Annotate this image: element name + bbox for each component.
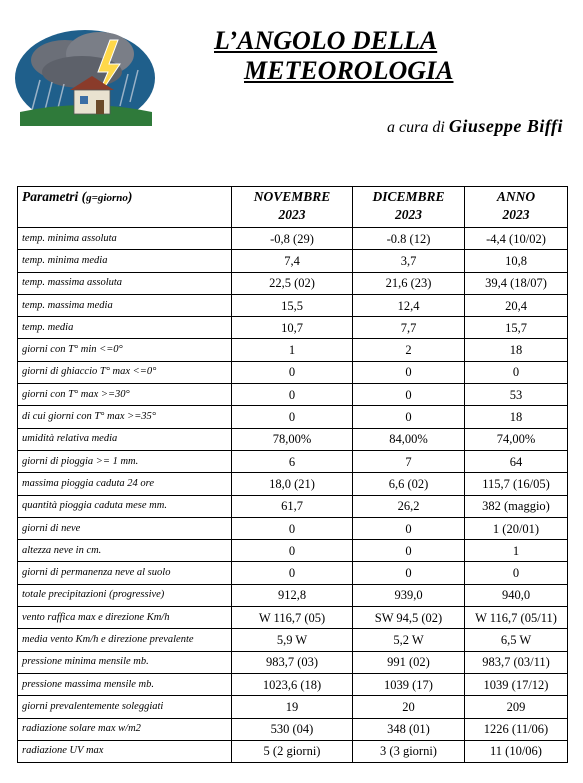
row-value: 15,7 bbox=[465, 317, 568, 339]
table-row bbox=[18, 673, 568, 695]
row-label: massima pioggia caduta 24 ore bbox=[18, 473, 232, 495]
row-label: giorni di ghiaccio T° max <=0° bbox=[18, 361, 232, 383]
row-label: temp. massima assoluta bbox=[18, 272, 232, 294]
column-header-parametri bbox=[18, 187, 232, 228]
row-label: temp. massima media bbox=[18, 294, 232, 316]
row-value: 1 bbox=[232, 339, 353, 361]
table-row bbox=[18, 584, 568, 606]
table-row bbox=[18, 517, 568, 539]
table-row bbox=[18, 740, 568, 762]
param-header-text: Parametri ( bbox=[22, 189, 87, 204]
table-row bbox=[18, 228, 568, 250]
row-value: -0.8 (12) bbox=[353, 228, 465, 250]
row-value: 983,7 (03/11) bbox=[465, 651, 568, 673]
param-header-note: g=giorno bbox=[86, 192, 128, 204]
row-value: 61,7 bbox=[232, 495, 353, 517]
table-row bbox=[18, 317, 568, 339]
table-row bbox=[18, 495, 568, 517]
row-value: 11 (10/06) bbox=[465, 740, 568, 762]
row-value: 0 bbox=[353, 384, 465, 406]
table-row bbox=[18, 294, 568, 316]
row-value: 1 (20/01) bbox=[465, 517, 568, 539]
row-label: di cui giorni con T° max >=35° bbox=[18, 406, 232, 428]
row-value: 18,0 (21) bbox=[232, 473, 353, 495]
row-label: giorni con T° max >=30° bbox=[18, 384, 232, 406]
row-value: 0 bbox=[232, 562, 353, 584]
table-row bbox=[18, 384, 568, 406]
row-label: vento raffica max e direzione Km/h bbox=[18, 607, 232, 629]
byline-author: Giuseppe Biffi bbox=[448, 116, 563, 136]
column-header-anno: ANNO 2023 bbox=[465, 187, 568, 228]
row-value: W 116,7 (05) bbox=[232, 607, 353, 629]
row-label: altezza neve in cm. bbox=[18, 540, 232, 562]
row-value: 991 (02) bbox=[353, 651, 465, 673]
row-value: 18 bbox=[465, 339, 568, 361]
row-value: 0 bbox=[465, 562, 568, 584]
row-value: 7 bbox=[353, 450, 465, 472]
row-label: giorni di permanenza neve al suolo bbox=[18, 562, 232, 584]
row-value: 1039 (17) bbox=[353, 673, 465, 695]
row-value: 5 (2 giorni) bbox=[232, 740, 353, 762]
row-value: 6 bbox=[232, 450, 353, 472]
row-value: 10,7 bbox=[232, 317, 353, 339]
row-value: 20 bbox=[353, 696, 465, 718]
title-line-2: METEOROLOGIA bbox=[244, 56, 454, 85]
table-row bbox=[18, 629, 568, 651]
row-value: W 116,7 (05/11) bbox=[465, 607, 568, 629]
row-value: 5,2 W bbox=[353, 629, 465, 651]
row-label: radiazione UV max bbox=[18, 740, 232, 762]
row-value: 6,6 (02) bbox=[353, 473, 465, 495]
row-value: 0 bbox=[353, 517, 465, 539]
row-label: temp. minima assoluta bbox=[18, 228, 232, 250]
table-row bbox=[18, 406, 568, 428]
row-value: 983,7 (03) bbox=[232, 651, 353, 673]
row-value: 115,7 (16/05) bbox=[465, 473, 568, 495]
row-value: 348 (01) bbox=[353, 718, 465, 740]
row-value: 0 bbox=[353, 562, 465, 584]
table-row bbox=[18, 696, 568, 718]
row-value: 78,00% bbox=[232, 428, 353, 450]
row-value: 912,8 bbox=[232, 584, 353, 606]
row-label: temp. minima media bbox=[18, 250, 232, 272]
column-header-dicembre: DICEMBRE 2023 bbox=[353, 187, 465, 228]
row-value: 20,4 bbox=[465, 294, 568, 316]
row-value: 940,0 bbox=[465, 584, 568, 606]
row-value: 1226 (11/06) bbox=[465, 718, 568, 740]
row-label: giorni di pioggia >= 1 mm. bbox=[18, 450, 232, 472]
row-value: 26,2 bbox=[353, 495, 465, 517]
row-label: media vento Km/h e direzione prevalente bbox=[18, 629, 232, 651]
row-value: 53 bbox=[465, 384, 568, 406]
row-value: 39,4 (18/07) bbox=[465, 272, 568, 294]
weather-storm-house-logo-icon bbox=[10, 20, 160, 130]
row-value: 15,5 bbox=[232, 294, 353, 316]
table-row bbox=[18, 339, 568, 361]
page-title bbox=[210, 26, 570, 86]
row-value: 3,7 bbox=[353, 250, 465, 272]
row-value: 10,8 bbox=[465, 250, 568, 272]
row-value: 21,6 (23) bbox=[353, 272, 465, 294]
row-value: 1 bbox=[465, 540, 568, 562]
row-value: 3 (3 giorni) bbox=[353, 740, 465, 762]
table-row bbox=[18, 272, 568, 294]
table-row bbox=[18, 473, 568, 495]
weather-data-table bbox=[17, 186, 568, 763]
row-value: 12,4 bbox=[353, 294, 465, 316]
row-value: 0 bbox=[232, 384, 353, 406]
row-value: 64 bbox=[465, 450, 568, 472]
row-label: umidità relativa media bbox=[18, 428, 232, 450]
table-row bbox=[18, 428, 568, 450]
row-label: giorni di neve bbox=[18, 517, 232, 539]
table-row bbox=[18, 361, 568, 383]
table-header-row bbox=[18, 187, 568, 228]
byline-prefix: a cura di bbox=[387, 119, 445, 136]
row-value: 74,00% bbox=[465, 428, 568, 450]
row-value: SW 94,5 (02) bbox=[353, 607, 465, 629]
row-label: totale precipitazioni (progressive) bbox=[18, 584, 232, 606]
row-value: 18 bbox=[465, 406, 568, 428]
row-value: 939,0 bbox=[353, 584, 465, 606]
row-value: 0 bbox=[353, 406, 465, 428]
row-value: 7,7 bbox=[353, 317, 465, 339]
row-label: radiazione solare max w/m2 bbox=[18, 718, 232, 740]
row-value: 6,5 W bbox=[465, 629, 568, 651]
row-value: 0 bbox=[232, 540, 353, 562]
table-row bbox=[18, 651, 568, 673]
row-value: 0 bbox=[353, 540, 465, 562]
row-value: -0,8 (29) bbox=[232, 228, 353, 250]
table-row bbox=[18, 250, 568, 272]
byline bbox=[387, 116, 563, 137]
column-header-novembre: NOVEMBRE 2023 bbox=[232, 187, 353, 228]
row-value: 19 bbox=[232, 696, 353, 718]
row-value: 0 bbox=[353, 361, 465, 383]
param-header-close: ) bbox=[127, 189, 133, 204]
row-label: giorni con T° min <=0° bbox=[18, 339, 232, 361]
table-row bbox=[18, 562, 568, 584]
table-row bbox=[18, 718, 568, 740]
row-value: 7,4 bbox=[232, 250, 353, 272]
row-value: 22,5 (02) bbox=[232, 272, 353, 294]
row-label: pressione minima mensile mb. bbox=[18, 651, 232, 673]
row-value: 0 bbox=[465, 361, 568, 383]
row-value: 1039 (17/12) bbox=[465, 673, 568, 695]
row-label: giorni prevalentemente soleggiati bbox=[18, 696, 232, 718]
row-value: 1023,6 (18) bbox=[232, 673, 353, 695]
row-value: 0 bbox=[232, 406, 353, 428]
row-value: 84,00% bbox=[353, 428, 465, 450]
row-value: 2 bbox=[353, 339, 465, 361]
row-label: temp. media bbox=[18, 317, 232, 339]
table-row bbox=[18, 540, 568, 562]
row-value: 0 bbox=[232, 361, 353, 383]
row-label: pressione massima mensile mb. bbox=[18, 673, 232, 695]
row-value: 530 (04) bbox=[232, 718, 353, 740]
row-value: 5,9 W bbox=[232, 629, 353, 651]
table-row bbox=[18, 607, 568, 629]
row-value: 209 bbox=[465, 696, 568, 718]
table-row bbox=[18, 450, 568, 472]
row-label: quantità pioggia caduta mese mm. bbox=[18, 495, 232, 517]
row-value: 0 bbox=[232, 517, 353, 539]
title-line-1: L’ANGOLO DELLA bbox=[214, 26, 438, 55]
row-value: -4,4 (10/02) bbox=[465, 228, 568, 250]
row-value: 382 (maggio) bbox=[465, 495, 568, 517]
